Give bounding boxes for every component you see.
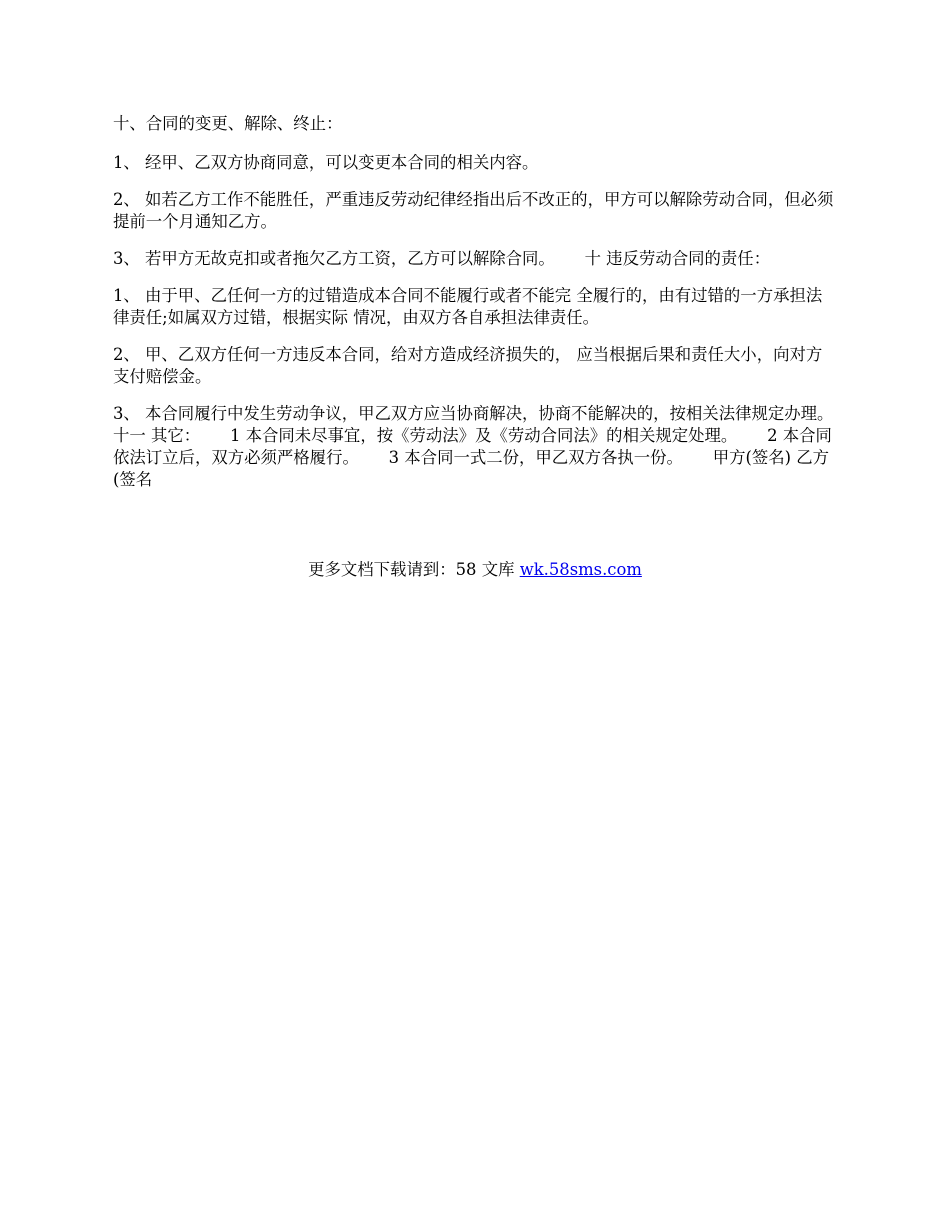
liability-clause-1: 1、 由于甲、乙任何一方的过错造成本合同不能履行或者不能完 全履行的，由有过错的一方承担法律责任;如属双方过错，根据实际 情况，由双方各自承担法律责任。: [113, 286, 823, 327]
liability-clause-2: 2、 甲、乙双方任何一方违反本合同，给对方造成经济损失的， 应当根据后果和责任大小，向对方支付赔偿金。: [113, 345, 823, 386]
footer-text: 更多文档下载请到：58 文库: [308, 560, 520, 579]
footer-link[interactable]: wk.58sms.com: [519, 560, 642, 579]
document-body: [113, 113, 864, 506]
clause-1-change: 1、 经甲、乙双方协商同意，可以变更本合同的相关内容。: [113, 153, 539, 172]
section-heading-change-termination: 十、合同的变更、解除、终止：: [113, 114, 343, 133]
clause-3-wage-default: 3、 若甲方无故克扣或者拖欠乙方工资，乙方可以解除合同。 十 违反劳动合同的责任：: [113, 249, 771, 268]
download-footer: [0, 558, 950, 582]
clause-2-dismissal: 2、 如若乙方工作不能胜任，严重违反劳动纪律经指出后不改正的，甲方可以解除劳动合同，但必须提前一个月通知乙方。: [113, 190, 834, 231]
liability-clause-3-other: 3、 本合同履行中发生劳动争议，甲乙双方应当协商解决，协商不能解决的，按相关法律规定办理。 十一 其它： 1 本合同未尽事宜，按《劳动法》及《劳动合同法》的相关规定处理。 2 本合同依法订立后，双方必须严格履行。 3 本合同一式二份，甲乙双方各执一份。 甲方(签名) 乙方(签名: [113, 404, 864, 489]
